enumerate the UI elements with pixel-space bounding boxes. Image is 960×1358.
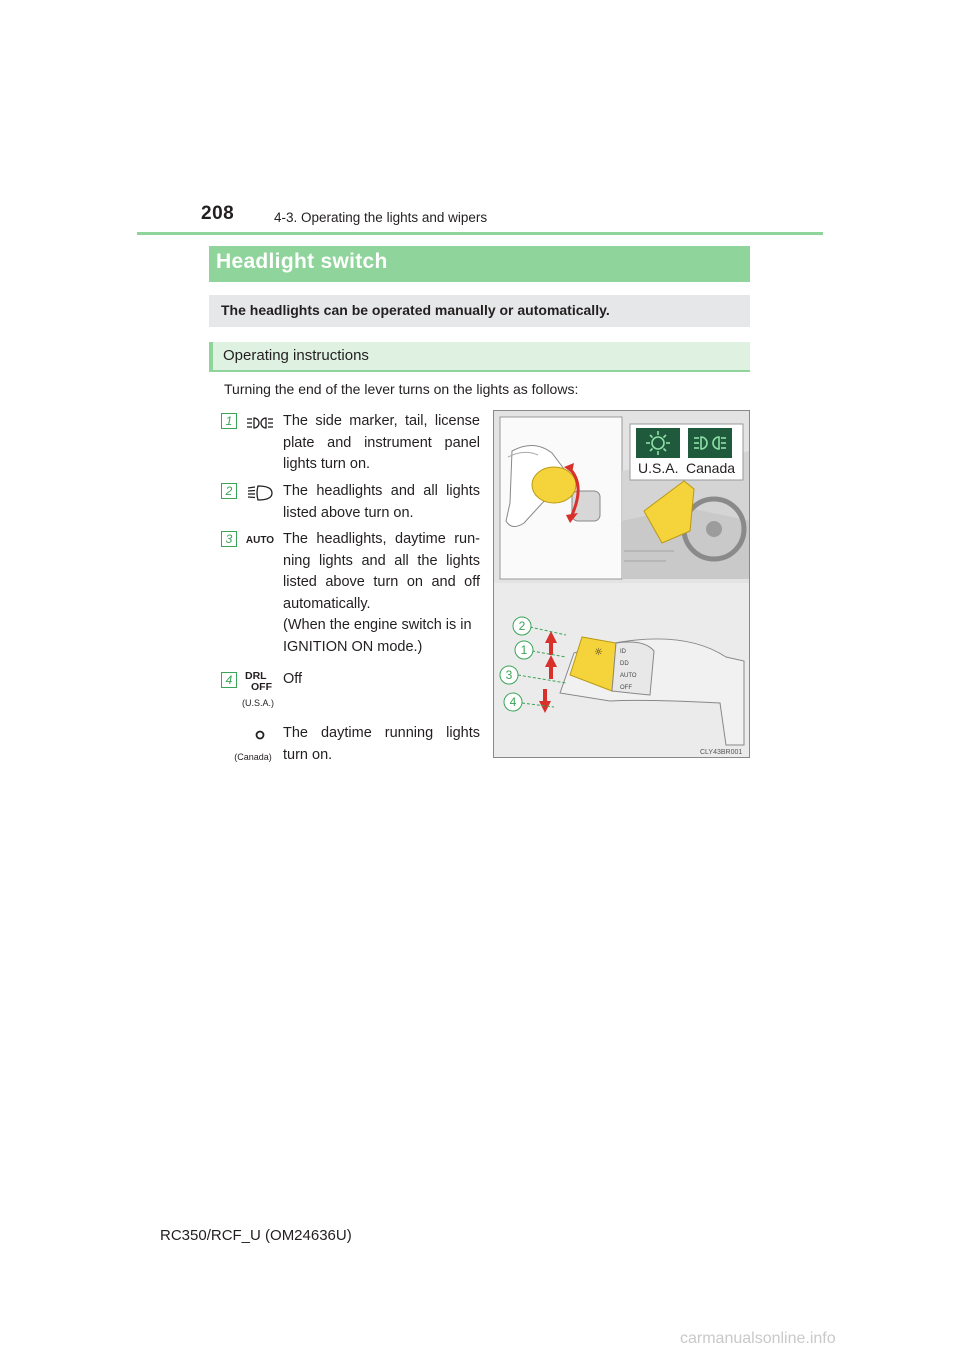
item-1-text: The side marker, tail, license plate and instrument panel lights turn on.	[283, 413, 480, 473]
circle-icon	[244, 729, 276, 741]
subheading-bar	[209, 342, 750, 372]
item-4-text-canada: The daytime running lights turn on.	[283, 725, 480, 763]
page-number: 208	[201, 203, 235, 224]
drl-off-symbol	[245, 671, 272, 693]
headlight-switch-illustration	[493, 410, 750, 758]
item-2-text: The headlights and all lights listed above turn on.	[283, 483, 480, 521]
headlight-icon	[244, 485, 276, 501]
item-4-text-usa: Off	[283, 671, 303, 687]
item-number-4: 4	[221, 672, 237, 688]
header-divider	[137, 232, 823, 235]
drl-off-label: OFF	[251, 681, 272, 693]
figure-label-canada: Canada	[686, 460, 736, 476]
callout-2: 2	[518, 619, 526, 633]
drl-label: DRL	[245, 670, 267, 682]
watermark: carmanualsonline.info	[680, 1330, 836, 1347]
intro-box	[209, 295, 750, 327]
item-number-1: 1	[221, 413, 237, 429]
figure-code: CLY43BR001	[700, 749, 743, 756]
footer-model-code: RC350/RCF_U (OM24636U)	[160, 1227, 352, 1244]
item-3-text-note: (When the engine switch is in IGNITION ON mode.)	[283, 617, 472, 655]
intro-text: The headlights can be operated manually or automatically.	[221, 302, 610, 318]
region-usa: (U.S.A.)	[241, 698, 274, 708]
stalk-label-auto: AUTO	[620, 673, 637, 679]
callout-3: 3	[505, 668, 513, 682]
subheading: Operating instructions	[223, 347, 369, 364]
auto-symbol: AUTO	[245, 535, 275, 546]
lead-text: Turning the end of the lever turns on the lights as follows:	[224, 381, 579, 397]
svg-text:☼: ☼	[594, 647, 603, 658]
item-number-2: 2	[221, 483, 237, 499]
callout-4: 4	[509, 695, 517, 709]
title-bar	[209, 246, 750, 282]
page-title: Headlight switch	[216, 250, 388, 273]
tail-light-icon	[244, 416, 276, 430]
svg-text:ID: ID	[620, 649, 626, 655]
stalk-label-off: OFF	[620, 685, 632, 691]
item-number-3: 3	[221, 531, 237, 547]
callout-1: 1	[520, 643, 528, 657]
svg-text:DD: DD	[620, 661, 629, 667]
item-3-text-main: The headlights, daytime run-ning lights and all the lights listed above turn on and off automatically.	[283, 531, 480, 612]
figure-label-usa: U.S.A.	[638, 460, 679, 476]
section-title: 4-3. Operating the lights and wipers	[274, 210, 488, 225]
region-canada: (Canada)	[234, 752, 272, 762]
item-3-text	[283, 529, 480, 659]
